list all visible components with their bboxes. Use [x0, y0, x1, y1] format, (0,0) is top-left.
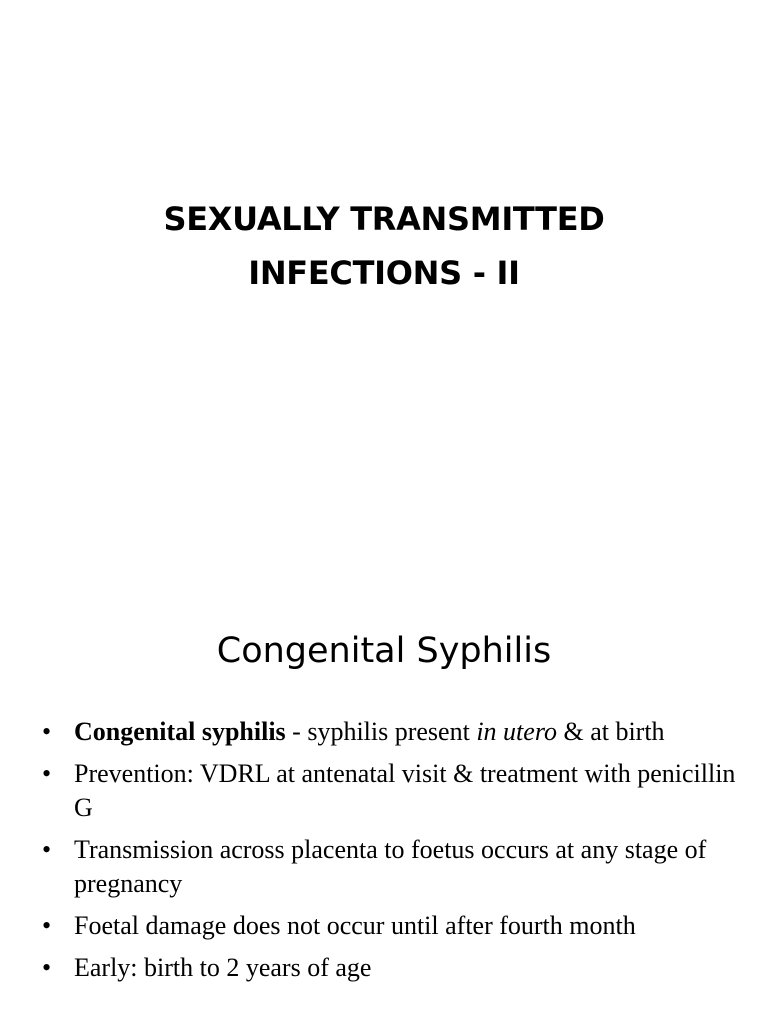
bullet-item-foetal-damage — [42, 909, 742, 943]
bullet-item-early — [42, 951, 742, 985]
bullet-text: Transmission across placenta to foetus occurs at any stage of pregnancy — [74, 835, 707, 898]
slide-title-line-2: INFECTIONS - II — [248, 254, 520, 292]
bullet-list — [42, 715, 742, 993]
slide-title-line-1: SEXUALLY TRANSMITTED — [163, 200, 605, 238]
bullet-term: Congenital syphilis — [74, 717, 286, 746]
slide-title — [0, 192, 768, 300]
bullet-text: Foetal damage does not occur until after fourth month — [74, 911, 636, 940]
bullet-text: - syphilis present — [285, 717, 477, 746]
bullet-icon: • — [42, 717, 52, 746]
bullet-item-transmission — [42, 833, 742, 901]
bullet-icon: • — [42, 911, 52, 940]
bullet-italic-text: in utero — [476, 717, 557, 746]
bullet-text: & at birth — [556, 717, 665, 746]
bullet-text: Early: birth to 2 years of age — [74, 953, 372, 982]
slide-heading: Congenital Syphilis — [216, 631, 552, 671]
bullet-icon: • — [42, 759, 52, 788]
bullet-text: Prevention: VDRL at antenatal visit & treatment with penicillin G — [74, 759, 736, 822]
congenital-syphilis-slide — [0, 576, 768, 1024]
bullet-item-definition — [42, 715, 742, 749]
bullet-icon: • — [42, 835, 52, 864]
bullet-item-prevention — [42, 757, 742, 825]
bullet-icon: • — [42, 953, 52, 982]
